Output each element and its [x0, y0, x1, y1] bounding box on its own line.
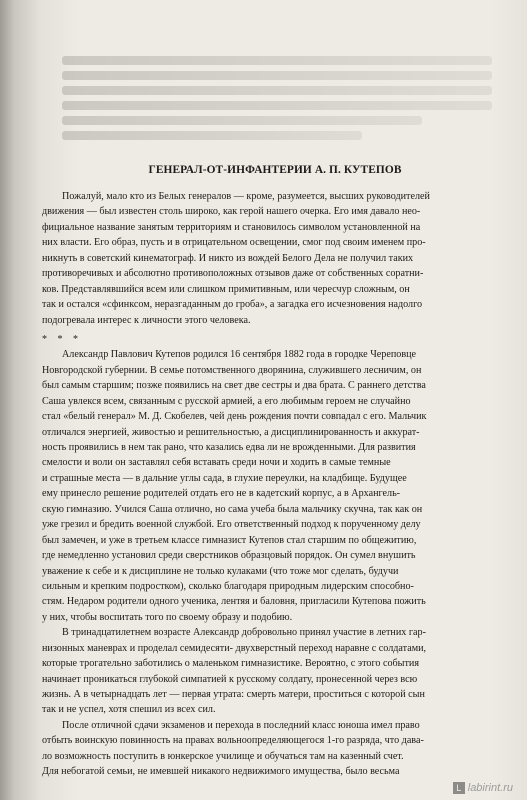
text-line: низонных маневрах и проделал семидесяти- двухверстный переход наравне с солдатами,	[42, 642, 427, 654]
text-line: ло возможность поступить в юнкерское училище и обучаться там на казенный счет.	[42, 750, 404, 762]
text-line: скую гимназию. Учился Саша отлично, но сама учеба была мальчику скучна, так как он	[42, 503, 423, 515]
text-line: был замечен, и уже в третьем классе гимназист Кутепов стал старшим по общежитию,	[42, 534, 417, 546]
text-line: Пожалуй, мало кто из Белых генералов — кроме, разумеется, высших руководителей	[62, 191, 430, 202]
text-line: движения — был известен столь широко, как герой нашего очерка. Его имя давало нео-	[42, 206, 421, 218]
text-line: у них, чтобы воспитать того по своему образу и подобию.	[42, 611, 293, 623]
text-line: Александр Павлович Кутепов родился 16 сентября 1882 года в городке Череповце	[62, 349, 417, 361]
bleed-through-line	[62, 86, 492, 95]
text-line: так и остался «сфинксом, неразгаданным до гроба», а загадка его исчезновения надолго	[42, 299, 423, 311]
intro-paragraph	[42, 189, 496, 328]
text-line: уважение к себе и к дисциплине не только кулаками (что тоже мог сделать, будучи	[42, 565, 399, 577]
text-line: смелости и воли он заставлял себя вставать среди ночи и ходить в самые темные	[42, 457, 391, 469]
bleed-through-line	[62, 131, 362, 140]
watermark-text: labirint.ru	[467, 782, 513, 794]
text-line: ность проявились в нем так рано, что казались едва ли не врожденными. Для развития	[42, 442, 416, 453]
text-line: отбыть воинскую повинность на правах вольноопределяющегося 1-го разряда, что дава-	[42, 735, 424, 747]
body-text	[42, 189, 496, 780]
body-paragraph	[42, 347, 496, 625]
text-line: начинает проникаться глубокой симпатией к русскому солдату, пронесенной через всю	[42, 673, 418, 685]
text-line: Для небогатой семьи, не имевшей никакого недвижимого имущества, было весьма	[42, 766, 400, 778]
text-line: фициальное название занятым территориям и становилось символом установленной на	[42, 221, 421, 233]
text-line: и страшные места — в дальние углы сада, в глухие переулки, на кладбище. Будущее	[42, 472, 407, 484]
labirint-logo-icon: L	[453, 782, 465, 794]
body-paragraph	[42, 625, 496, 779]
bleed-through-line	[62, 101, 492, 110]
text-line: где немедленно установил среди сверстников образцовый порядок. Он сумел внушить	[42, 550, 416, 562]
text-line: жизнь. А в четырнадцать лет — первая утрата: смерть матери, проститься с которой сын	[42, 689, 425, 700]
text-line: После отличной сдачи экзаменов и перехода в последний класс юноша имел право	[62, 719, 420, 731]
text-line: подогревала интерес к личности этого человека.	[42, 314, 251, 326]
text-line: Новгородской губернии. В семье потомственного дворянина, служившего лесничим, он	[42, 364, 422, 376]
chapter-title: ГЕНЕРАЛ-ОТ-ИНФАНТЕРИИ А. П. КУТЕПОВ	[148, 164, 402, 176]
text-line: них власти. Его образ, пусть и в отрицательном освещении, смог под своим именем про-	[42, 237, 426, 249]
text-line: стям. Недаром родители одного ученика, лентяя и баловня, пригласили Кутепова пожить	[42, 596, 426, 608]
text-line: ему принесло решение родителей отдать его не в кадетский корпус, а в Архангель-	[42, 488, 401, 500]
text-line: был самым старшим; позже появились на свет две сестры и два брата. С раннего детства	[42, 380, 426, 392]
text-line: которые трогательно заботились о маленьком гимназистике. Вероятно, с этого события	[42, 658, 419, 670]
bleed-through-line	[62, 71, 492, 80]
text-line: уже грезил и бредить военной службой. Его ответственный подход к порученному делу	[42, 519, 421, 531]
text-line: сильным и крепким подростком), сколько благодаря природным лидерским способно-	[42, 580, 414, 592]
section-separator: * * *	[42, 333, 82, 345]
text-line: так и не успел, хотя спешил из всех сил.	[42, 704, 216, 716]
text-line: отличался энергией, живостью и решительностью, а дисциплинированность и аккурат-	[42, 426, 420, 438]
text-line: никнуть в советский кинематограф. И никто из вождей Белого Дела не получил таких	[42, 252, 414, 264]
watermark	[453, 782, 513, 794]
text-line: стал «белый генерал» М. Д. Скобелев, чей день рождения почти совпадал с его. Мальчик	[42, 411, 427, 423]
text-line: В тринадцатилетнем возрасте Александр добровольно принял участие в летних гар-	[62, 627, 426, 639]
text-line: Саша увлекся всем, связанным с русской армией, а его любимым героем не случайно	[42, 395, 411, 407]
text-line: ков. Представлявшийся всем или слишком примитивным, или чересчур сложным, он	[42, 283, 410, 295]
bleed-through-line	[62, 56, 492, 65]
text-line: противоречивых и абсолютно противоположных отзывов даже от собственных соратни-	[42, 268, 424, 280]
bleed-through-line	[62, 116, 422, 125]
